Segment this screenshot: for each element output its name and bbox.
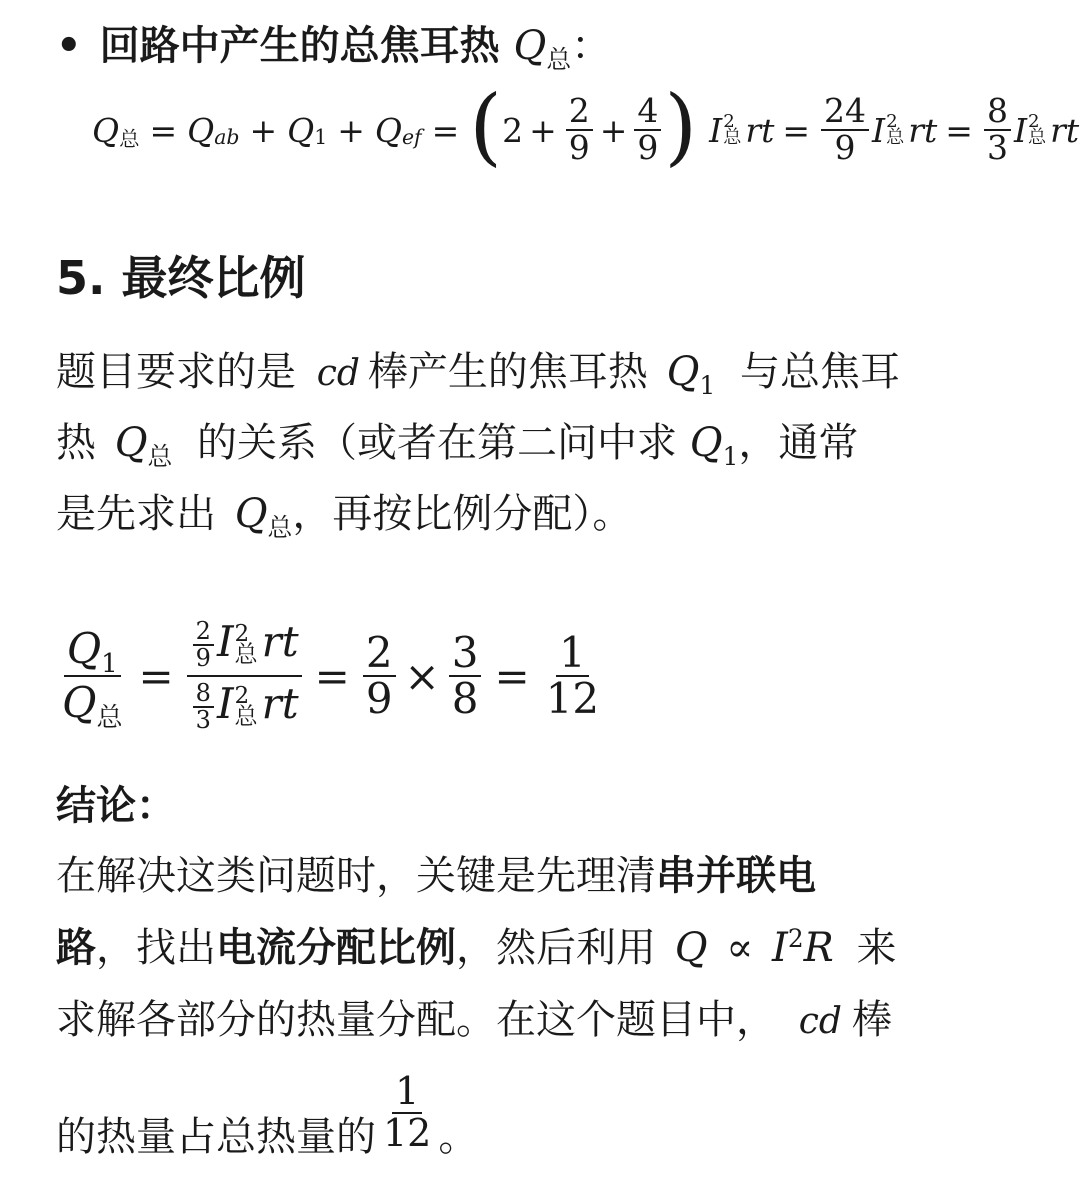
fraction-4-9: $\frac{4}{9}$ — [634, 94, 661, 165]
ratio-q1-qtotal: $\frac{Q_1}{Q_总}$ — [62, 623, 123, 734]
paragraph-line-2: 热 $Q_总$ 的关系（或者在第二问中求 $Q_1$，通常 — [56, 420, 859, 471]
bullet-colon: ： — [571, 23, 612, 69]
ratio-expanded: $\frac{2}{9}$ I 2 总 rt $\frac{8}{3}$ I 2 总 rt — [187, 619, 302, 734]
section-heading: 5. 最终比例 — [56, 251, 306, 305]
fraction-1-12: $\frac{1}{12}$ — [545, 627, 600, 723]
fraction-2-9-b: $\frac{2}{9}$ — [363, 631, 396, 721]
conclusion-line-1: 在解决这类问题时，关键是先理清串并联电 — [56, 853, 816, 899]
conclusion-line-4: 的热量占总热量的 $\frac{1}{12}$ 。 — [56, 1069, 479, 1160]
paragraph-line-3: 是先求出 $Q_总$，再按比例分配）。 — [56, 491, 633, 542]
bullet-line — [56, 23, 612, 74]
conclusion-line-3: 求解各部分的热量分配。在这个题目中， cd 棒 — [56, 997, 892, 1043]
fraction-2-9: $\frac{2}{9}$ — [566, 94, 593, 165]
paragraph-line-1: 题目要求的是 cd 棒产生的焦耳热 $Q_1$ 与总焦耳 — [56, 349, 900, 400]
fraction-1-12-c: $\frac{1}{12}$ — [383, 1069, 432, 1155]
fraction-8-3: $\frac{8}{3}$ — [984, 94, 1011, 165]
formula-total-heat: Q 总 = Q ab + Q 1 + Q ef = ( 2 + $\frac{2}{9}$ + $\frac{4}{9}$ ) I 2 总 rt = $\frac{24}{9}$ I 2 总 rt = $\frac{8}{3}$ I 2 总 rt — [92, 77, 1080, 175]
conclusion-label: 结论： — [56, 783, 176, 829]
bullet-marker: • — [56, 23, 82, 69]
formula-ratio: $\frac{Q_1}{Q_总}$ = $\frac{2}{9}$ I 2 总 rt $\frac{8}{3}$ I 2 总 rt = $\frac{2}{9}$ × $\frac{3}{8}$ = $\frac{1}{12}$ — [56, 596, 605, 756]
fraction-24-9: $\frac{24}{9}$ — [821, 94, 869, 165]
conclusion-line-2: 路，找出电流分配比例，然后利用 $Q \propto I^2R$ 来 — [56, 924, 897, 971]
q-total-symbol: $Q_总$ — [513, 23, 572, 74]
fraction-3-8: $\frac{3}{8}$ — [449, 631, 482, 721]
bullet-text: 回路中产生的总焦耳热 — [99, 23, 500, 69]
